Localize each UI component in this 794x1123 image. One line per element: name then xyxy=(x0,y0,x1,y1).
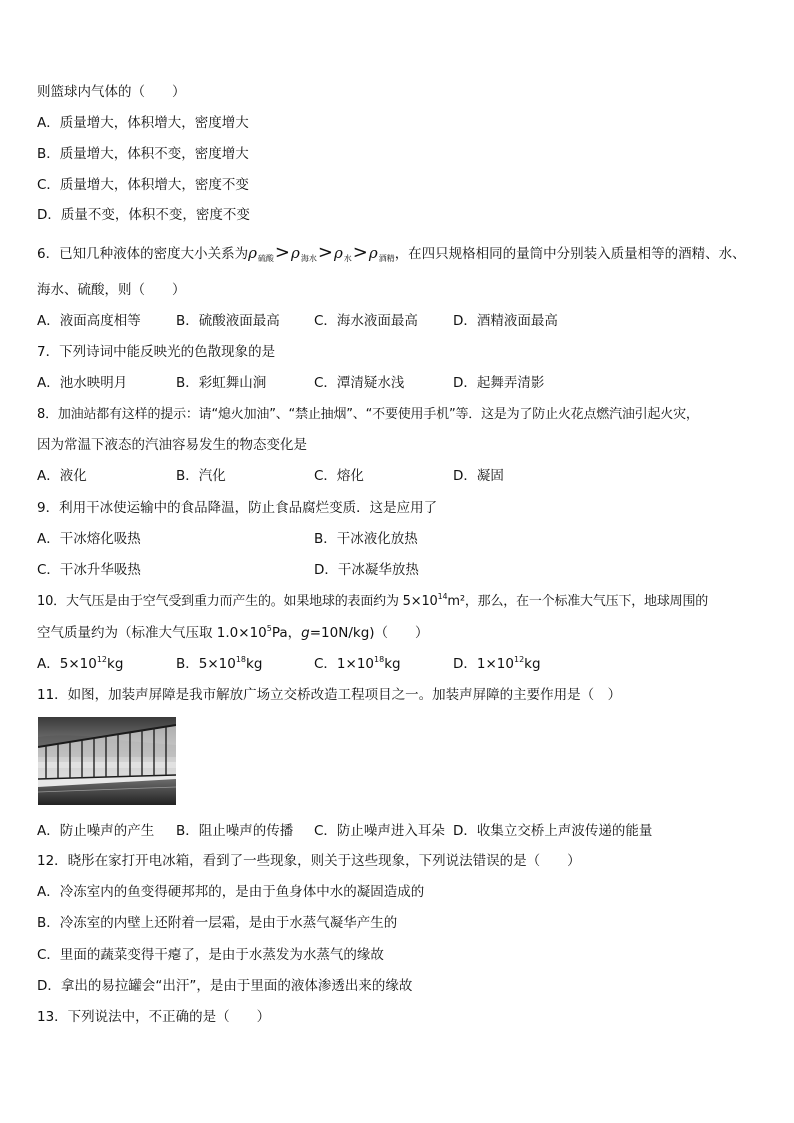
q10-l1-text: 10．大气压是由于空气受到重力而产生的。如果地球的表面约为 5×10 xyxy=(37,594,438,609)
rho-sub-seawater: 海水 xyxy=(300,254,317,263)
option-unit: kg xyxy=(524,656,541,672)
q10-option-d xyxy=(453,655,541,673)
q9-option-a: A．干冰熔化吸热 xyxy=(37,531,141,547)
q6-option-b: B．硫酸液面最高 xyxy=(176,313,280,329)
sound-barrier-photo xyxy=(38,717,176,805)
option-exponent: 12 xyxy=(96,654,108,664)
rho-symbol: ρ xyxy=(291,244,300,262)
q12-option-a: A．冷冻室内的鱼变得硬邦邦的，是由于鱼身体中水的凝固造成的 xyxy=(37,884,425,900)
q5-option-a: A．质量增大，体积增大，密度增大 xyxy=(37,115,249,131)
q6-prefix: 6．已知几种液体的密度大小关系为 xyxy=(37,246,249,262)
q10-l1-text-end: m²，那么，在一个标准大气压下，地球周围的 xyxy=(447,594,709,609)
q7-stem: 7．下列诗词中能反映光的色散现象的是 xyxy=(37,344,276,360)
q10-option-b xyxy=(176,655,262,673)
q13-stem: 13．下列说法中，不正确的是（ ） xyxy=(37,1009,271,1025)
q6-option-a: A．液面高度相等 xyxy=(37,313,141,329)
q11-option-b: B．阻止噪声的传播 xyxy=(176,823,294,839)
option-text: A．5×10 xyxy=(37,656,97,672)
q7-option-a: A．池水映明月 xyxy=(37,375,128,391)
q5-stem: 则篮球内气体的（ ） xyxy=(37,84,186,100)
option-exponent: 18 xyxy=(235,654,247,664)
q10-l2-exponent: 5 xyxy=(266,623,272,633)
q8-option-c: C．熔化 xyxy=(314,468,364,484)
q8-option-a: A．液化 xyxy=(37,468,87,484)
q10-line2 xyxy=(37,624,429,642)
greater-than: > xyxy=(274,242,291,263)
q7-option-b: B．彩虹舞山涧 xyxy=(176,375,267,391)
q5-option-d: D．质量不变，体积不变，密度不变 xyxy=(37,207,250,223)
option-unit: kg xyxy=(246,656,263,672)
q10-option-a xyxy=(37,655,123,673)
q12-option-c: C．里面的蔬菜变得干瘪了，是由于水蒸发为水蒸气的缘故 xyxy=(37,947,384,963)
q10-l1-exponent: 14 xyxy=(437,591,448,601)
q6-suffix: ，在四只规格相同的量筒中分别装入质量相等的酒精、水、 xyxy=(394,246,746,262)
rho-symbol: ρ xyxy=(368,244,378,262)
q11-option-d: D．收集立交桥上声波传递的能量 xyxy=(453,823,653,839)
rho-sub-sulfuric: 硫酸 xyxy=(257,254,274,263)
q9-option-d: D．干冰凝华放热 xyxy=(314,562,419,578)
q10-l2-unit: Pa， xyxy=(271,625,302,641)
q7-option-c: C．潭清疑水浅 xyxy=(314,375,405,391)
q8-line1: 8．加油站都有这样的提示：请“熄火加油”、“禁止抽烟”、“不要使用手机”等．这是为了防止火花点燃汽油引起火灾， xyxy=(37,407,699,422)
q6-line1 xyxy=(37,244,746,265)
q11-option-a: A．防止噪声的产生 xyxy=(37,823,155,839)
q10-option-c xyxy=(314,655,401,673)
q8-option-d: D．凝固 xyxy=(453,468,504,484)
q11-option-c: C．防止噪声进入耳朵 xyxy=(314,823,445,839)
q10-l2-text: 空气质量约为（标准大气压取 1.0×10 xyxy=(37,625,267,641)
rho-sub-water: 水 xyxy=(343,254,352,263)
option-text: B．5×10 xyxy=(176,656,236,672)
q12-option-d: D．拿出的易拉罐会“出汗”，是由于里面的液体渗透出来的缘故 xyxy=(37,978,413,994)
q6-option-c: C．海水液面最高 xyxy=(314,313,418,329)
option-unit: kg xyxy=(384,656,401,672)
rho-symbol: ρ xyxy=(248,244,257,262)
q12-stem: 12．晓彤在家打开电冰箱，看到了一些现象，则关于这些现象，下列说法错误的是（ ） xyxy=(37,853,581,869)
q10-g-symbol: g xyxy=(301,625,310,641)
option-text: D．1×10 xyxy=(453,656,514,672)
greater-than: > xyxy=(317,242,333,263)
q12-option-b: B．冷冻室的内壁上还附着一层霜，是由于水蒸气凝华产生的 xyxy=(37,915,398,931)
option-text: C．1×10 xyxy=(314,656,375,672)
greater-than: > xyxy=(352,242,368,263)
q8-line2: 因为常温下液态的汽油容易发生的物态变化是 xyxy=(37,437,307,453)
rho-sub-alcohol: 酒精 xyxy=(378,254,395,263)
q7-option-d: D．起舞弄清影 xyxy=(453,375,545,391)
q8-option-b: B．汽化 xyxy=(176,468,226,484)
q10-l2-end: =10N/kg)（ ） xyxy=(309,625,429,641)
q9-option-c: C．干冰升华吸热 xyxy=(37,562,141,578)
option-exponent: 12 xyxy=(513,654,525,664)
q9-stem: 9．利用干冰使运输中的食品降温，防止食品腐烂变质．这是应用了 xyxy=(37,500,438,516)
option-unit: kg xyxy=(107,656,124,672)
rho-symbol: ρ xyxy=(333,244,343,262)
option-exponent: 18 xyxy=(374,654,385,664)
q5-option-b: B．质量增大，体积不变，密度增大 xyxy=(37,146,249,162)
q6-line2: 海水、硫酸，则（ ） xyxy=(37,282,186,298)
q10-line1 xyxy=(37,593,708,611)
q5-option-c: C．质量增大，体积增大，密度不变 xyxy=(37,177,249,193)
q6-option-d: D．酒精液面最高 xyxy=(453,313,558,329)
q11-stem: 11．如图，加装声屏障是我市解放广场立交桥改造工程项目之一。加装声屏障的主要作用是（ ） xyxy=(37,687,622,703)
q9-option-b: B．干冰液化放热 xyxy=(314,531,418,547)
